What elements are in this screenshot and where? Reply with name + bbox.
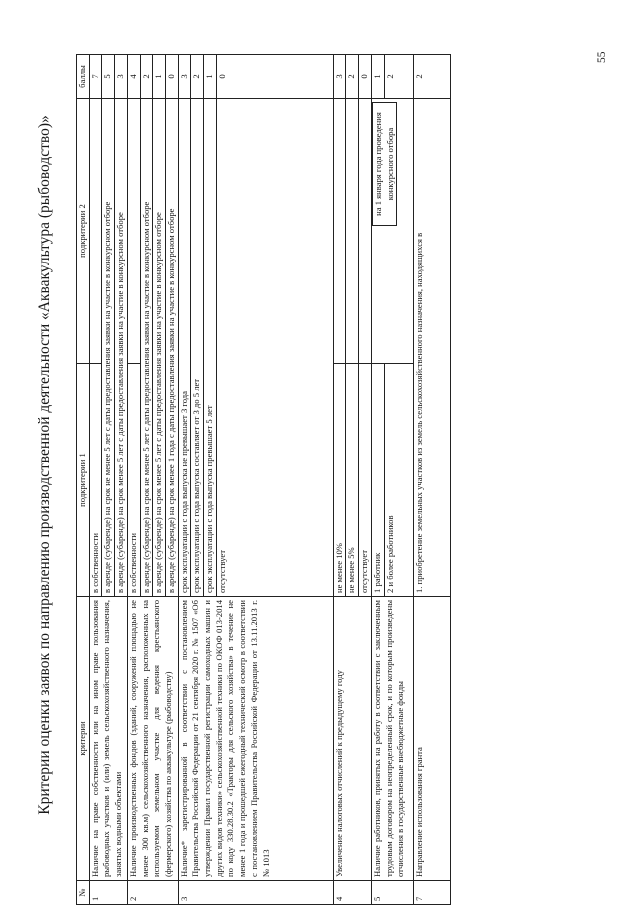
criteria-cell: Наличие работников, принятых на работу в соответствии с заключенным трудовым договором на неопределенный срок, и по которым произведены отчисления в государственные внебюджетные фонды (371, 597, 413, 881)
subcriteria-cell: не менее 5% (346, 364, 359, 597)
points-cell: 0 (165, 55, 178, 99)
table-row (333, 55, 346, 905)
subcriteria2-cell (333, 99, 346, 364)
table-header-row (77, 55, 90, 905)
subcriteria-cell: срок эксплуатации с года выпуска составляет от 3 до 5 лет (191, 99, 204, 597)
criteria-table (76, 54, 451, 905)
page-title: Критерии оценки заявок по направлению производственной деятельности «Аквакультура (рыбоводство)» (36, 115, 53, 815)
table-row (127, 55, 140, 905)
subcriteria-cell: 1 работник (371, 364, 384, 597)
points-cell: 7 (89, 55, 102, 99)
subcriteria2-cell (371, 99, 413, 364)
subcriteria-cell: в аренде (субаренде) на срок не менее 5 лет с даты предоставления заявки на участие в конкурсном отборе (140, 99, 153, 597)
table-row (178, 55, 191, 905)
points-cell: 1 (153, 55, 166, 99)
points-cell: 5 (102, 55, 115, 99)
table-row (413, 55, 450, 905)
subcriteria-cell: не менее 10% (333, 364, 346, 597)
criteria-cell: Направление использования гранта (413, 597, 450, 881)
table-row (371, 55, 384, 905)
row-num: 4 (333, 881, 371, 905)
subcriteria2-cell (127, 99, 140, 364)
header-subcriteria-1: подкритерии 1 (77, 364, 90, 597)
points-cell: 3 (333, 55, 346, 99)
points-cell: 2 (346, 55, 359, 99)
row-num: 2 (127, 881, 178, 905)
points-cell: 3 (178, 55, 191, 99)
row-num: 3 (178, 881, 333, 905)
subcriteria-cell: в аренде (субаренде) на срок менее 5 лет с даты предоставления заявки на участие в конкурсном отборе (153, 99, 166, 597)
points-cell: 1 (204, 55, 217, 99)
row-num: 1 (89, 881, 127, 905)
subcriteria-cell: в аренде (субаренде) на срок не менее 5 лет с даты предоставления заявки на участие в конкурсном отборе (102, 99, 115, 597)
header-subcriteria-2: подкритерии 2 (77, 99, 90, 364)
criteria-cell: Увеличение налоговых отчислений к предыдущему году (333, 597, 371, 881)
points-cell: 2 (191, 55, 204, 99)
subcriteria-cell: в аренде (субаренде) на срок менее 1 года с даты предоставления заявки на участие в конкурсном отборе (165, 99, 178, 597)
points-cell: 0 (359, 55, 372, 99)
subcriteria-cell: отсутствует (216, 99, 333, 597)
subcriteria2-cell (359, 99, 372, 364)
points-cell: 2 (384, 55, 413, 99)
subcriteria-cell: срок эксплуатации с года выпуска превышает 5 лет (204, 99, 217, 597)
points-cell: 1 (371, 55, 384, 99)
subcriteria-cell: в аренде (субаренде) на срок менее 5 лет с даты предоставления заявки на участие в конкурсном отборе (115, 99, 128, 597)
criteria-cell: Наличие на праве собственности или на ином праве пользования рыбоводных участков и (или) земель сельскохозяйственного назначения, занятых водными объектами (89, 597, 127, 881)
header-points: баллы (77, 55, 90, 99)
header-criteria: критерии (77, 597, 90, 881)
criteria-cell: Наличие производственных фондов (зданий, сооружений площадью не менее 300 кв.м) сельскохозяйственного назначения, расположенных на используемом земельном участке для ведения крестьянского (фермерского) хозяйства по аквакультуре (рыбоводству) (127, 597, 178, 881)
subcriteria-cell: срок эксплуатации с года выпуска не превышает 3 года (178, 99, 191, 597)
subcriteria-cell: 1. приобретение земельных участков из земель сельскохозяйственного назначения, находящихся в (413, 99, 450, 597)
subcriteria-cell: отсутствует (359, 364, 372, 597)
points-cell: 3 (115, 55, 128, 99)
subcriteria-cell: в собственности (127, 364, 140, 597)
header-num: № (77, 881, 90, 905)
points-cell: 0 (216, 55, 333, 99)
subcriteria-cell: в собственности (89, 364, 102, 597)
row-num: 7 (413, 881, 450, 905)
row-num: 5 (371, 881, 413, 905)
subcriteria2-cell (89, 99, 102, 364)
subcriteria2-cell (346, 99, 359, 364)
points-cell: 2 (140, 55, 153, 99)
criteria-cell: Наличие* зарегистрированной в соответствии с постановлением Правительства Российской Федерации от 21 сентября 2020 г. № 1507 «Об утверждении Правил государственной регистрации самоходных машин и других видов техники» сельскохозяйственной техники по ОКОФ 013-2014 по коду 330.28.30.2 «Тракторы для сельского хозяйства» в течение не менее 1 года и прошедшей ежегодный технический осмотр в соответствии с постановлением Правительства Российской Федерации от 13.11.2013 г. № 1013 (178, 597, 333, 881)
page-number: 55 (596, 51, 608, 63)
points-cell: 4 (127, 55, 140, 99)
year-note: на 1 января года проведения конкурсного отбора (372, 102, 397, 226)
subcriteria-cell: 2 и более работников (384, 364, 413, 597)
table-row (89, 55, 102, 905)
points-cell: 2 (413, 55, 450, 99)
